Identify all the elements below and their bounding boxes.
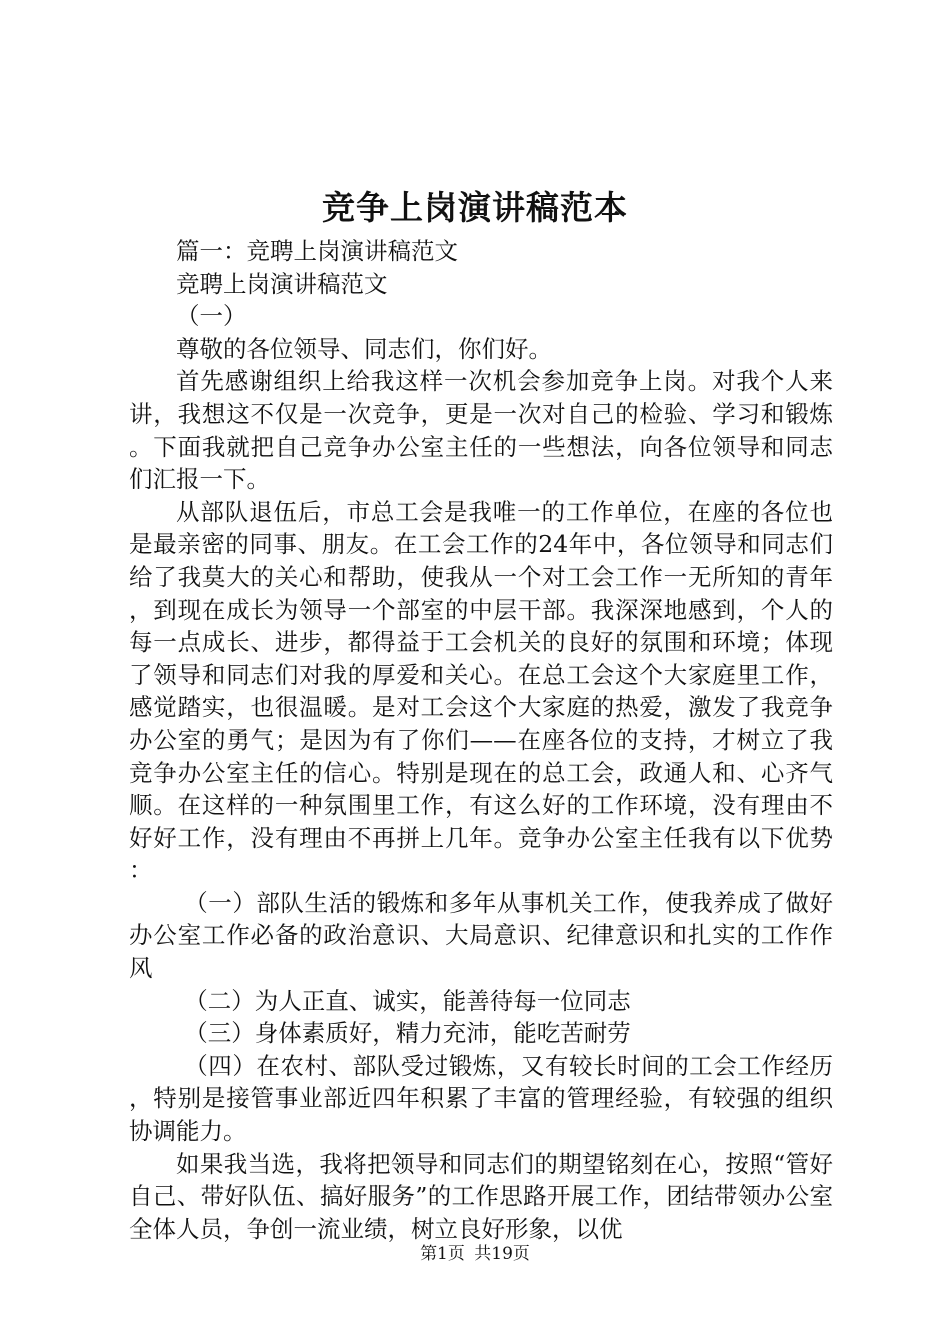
document-title: 竞争上岗演讲稿范本: [322, 188, 628, 227]
list-item: （一）部队生活的锻炼和多年从事机关工作，使我养成了做好办公室工作必备的政治意识、大局意识、纪律意识和扎实的工作作风: [129, 888, 833, 983]
part-number: （一）: [176, 302, 247, 331]
document-body: [129, 235, 833, 1245]
body-paragraph: 如果我当选，我将把领导和同志们的期望铭刻在心，按照“管好自己、带好队伍、搞好服务”的工作思路开展工作，团结带领办公室全体人员，争创一流业绩，树立良好形象，以优: [129, 1149, 833, 1243]
body-paragraph: 从部队退伍后，市总工会是我唯一的工作单位，在座的各位也是最亲密的同事、朋友。在工会工作的24年中，各位领导和同志们给了我莫大的关心和帮助，使我从一个对工会工作一无所知的青年，到现在成长为领导一个部室的中层干部。我深深地感到，个人的每一点成长、进步，都得益于工会机关的良好的氛围和环境；体现了领导和同志们对我的厚爱和关心。在总工会这个大家庭里工作，感觉踏实，也很温暖。是对工会这个大家庭的热爱，激发了我竞争办公室的勇气；是因为有了你们——在座各位的支持，才树立了我竞争办公室主任的信心。特别是现在的总工会，政通人和、心齐气顺。在这样的一种氛围里工作，有这么好的工作环境，没有理由不好好工作，没有理由不再拼上几年。竞争办公室主任我有以下优势：: [129, 497, 833, 885]
list-item: （二）为人正直、诚实，能善待每一位同志: [184, 986, 631, 1015]
list-item: （四）在农村、部队受过锻炼，又有较长时间的工会工作经历，特别是接管事业部近四年积累了丰富的管理经验，有较强的组织协调能力。: [129, 1051, 833, 1146]
page-footer: 第1页 共19页: [420, 1244, 530, 1264]
article-title: 竞聘上岗演讲稿范文: [176, 269, 388, 298]
section-heading: 篇一：竞聘上岗演讲稿范文: [176, 237, 458, 265]
body-paragraph: 首先感谢组织上给我这样一次机会参加竞争上岗。对我个人来讲，我想这不仅是一次竞争，更是一次对自己的检验、学习和锻炼。下面我就把自己竞争办公室主任的一些想法，向各位领导和同志们汇报一下。: [129, 367, 833, 494]
greeting-paragraph: 尊敬的各位领导、同志们，你们好。: [176, 334, 552, 363]
list-item: （三）身体素质好，精力充沛，能吃苦耐劳: [184, 1019, 631, 1048]
